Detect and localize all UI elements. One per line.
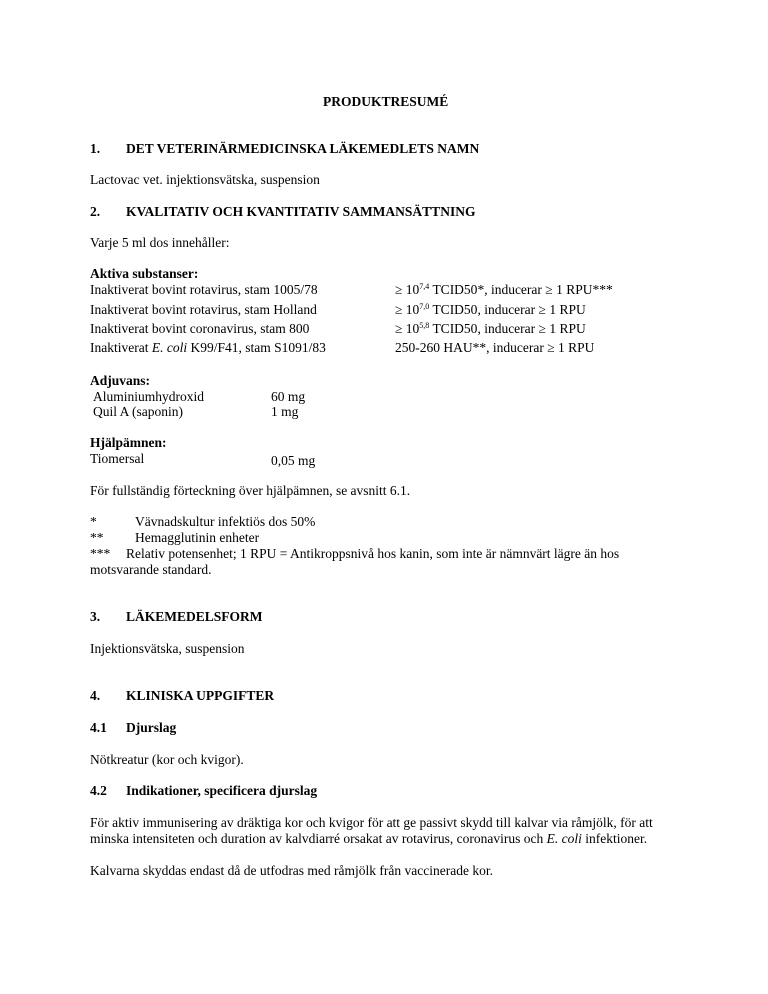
active-amount: 250-260 HAU**, inducerar ≥ 1 RPU <box>395 340 595 355</box>
active-amount: ≥ $10^{7,4}$ TCID50*, inducerar ≥ 1 RPU*** <box>395 282 613 297</box>
adjuvant-amount: 1 mg <box>271 404 299 419</box>
pharmaceutical-form: Injektionsvätska, suspension <box>90 641 245 656</box>
adjuvant-name: Quil A (saponin) <box>93 404 183 419</box>
section-3-heading: LÄKEMEDELSFORM <box>126 609 263 624</box>
footnote-mark: ** <box>90 530 104 545</box>
section-4-1-number: 4.1 <box>90 720 107 735</box>
excipient-heading: Hjälpämnen: <box>90 435 167 450</box>
excipient-amount: 0,05 mg <box>271 453 316 468</box>
footnote-mark: *** <box>90 546 111 561</box>
active-substances-heading: Aktiva substanser: <box>90 266 199 281</box>
excipient-name: Tiomersal <box>90 451 145 466</box>
footnote-text: Vävnadskultur infektiös dos 50% <box>135 514 316 529</box>
section-4-heading: KLINISKA UPPGIFTER <box>126 688 275 703</box>
indication-line: minska intensiteten och duration av kalvdiarré orsakat av rotavirus, coronavirus och E. coli infektioner. <box>90 831 648 846</box>
footnote-continuation: motsvarande standard. <box>90 562 212 577</box>
section-4-number: 4. <box>90 688 101 703</box>
section-3-number: 3. <box>90 609 101 624</box>
active-name: Inaktiverat bovint rotavirus, stam Holland <box>90 302 317 317</box>
adjuvant-name: Aluminiumhydroxid <box>93 389 204 404</box>
section-2-number: 2. <box>90 204 101 219</box>
section-1-number: 1. <box>90 141 101 156</box>
dose-intro: Varje 5 ml dos innehåller: <box>90 235 230 250</box>
footnote-text: Relativ potensenhet; 1 RPU = Antikroppsnivå hos kanin, som inte är nämnvärt lägre än hos <box>126 546 620 561</box>
section-1-heading: DET VETERINÄRMEDICINSKA LÄKEMEDLETS NAMN <box>126 141 480 156</box>
section-2-heading: KVALITATIV OCH KVANTITATIV SAMMANSÄTTNING <box>126 204 476 219</box>
section-4-1-heading: Djurslag <box>126 720 177 735</box>
document-title: PRODUKTRESUMÉ <box>323 94 449 109</box>
adjuvant-amount: 60 mg <box>271 389 306 404</box>
indication-line: För aktiv immunisering av dräktiga kor och kvigor för att ge passivt skydd till kalvar via råmjölk, för att <box>90 815 653 830</box>
active-name: Inaktiverat bovint rotavirus, stam 1005/78 <box>90 282 318 297</box>
product-name: Lactovac vet. injektionsvätska, suspension <box>90 172 320 187</box>
footnote-mark: * <box>90 514 97 529</box>
excipient-reference: För fullständig förteckning över hjälpämnen, se avsnitt 6.1. <box>90 483 411 498</box>
target-species: Nötkreatur (kor och kvigor). <box>90 752 244 767</box>
active-name-ecoli: Inaktiverat E. coli K99/F41, stam S1091/83 <box>90 340 326 355</box>
active-name: Inaktiverat bovint coronavirus, stam 800 <box>90 321 310 336</box>
active-amount: ≥ $10^{7,0}$ TCID50, inducerar ≥ 1 RPU <box>395 302 586 317</box>
section-4-2-number: 4.2 <box>90 783 107 798</box>
footnote-text: Hemagglutinin enheter <box>135 530 260 545</box>
adjuvant-heading: Adjuvans: <box>90 373 151 388</box>
section-4-2-heading: Indikationer, specificera djurslag <box>126 783 318 798</box>
indication-note: Kalvarna skyddas endast då de utfodras med råmjölk från vaccinerade kor. <box>90 863 493 878</box>
active-amount: ≥ $10^{5,8}$ TCID50, inducerar ≥ 1 RPU <box>395 321 586 336</box>
